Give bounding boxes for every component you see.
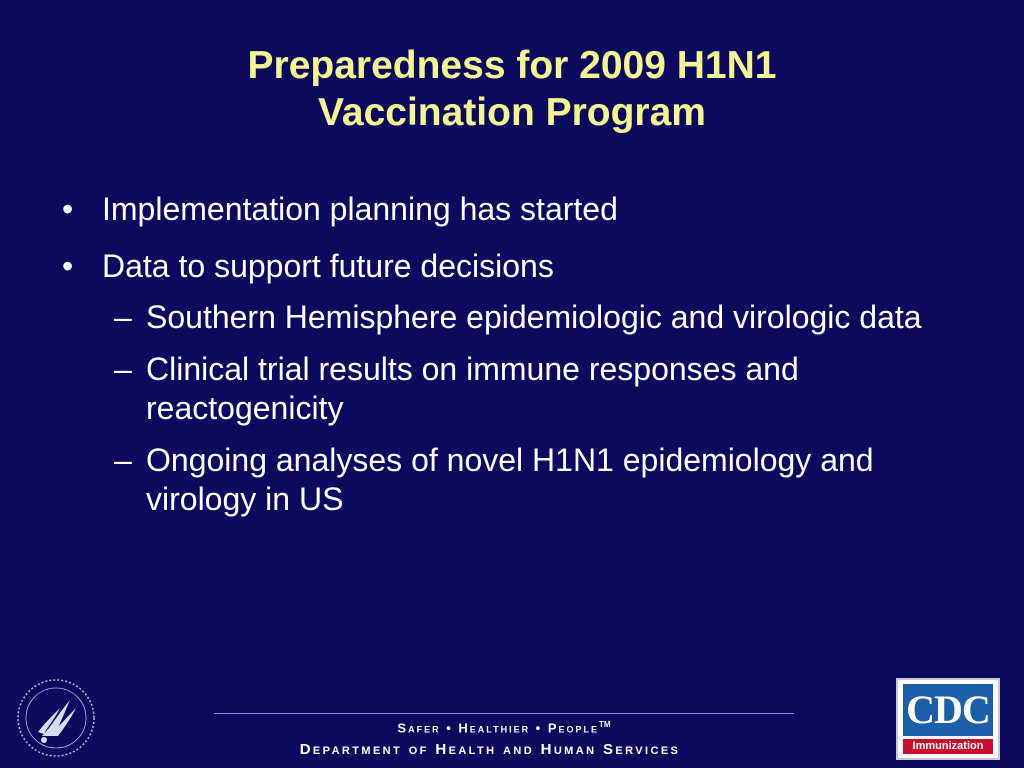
bullet-item bbox=[58, 190, 988, 229]
sub-bullet-item bbox=[58, 441, 988, 519]
bullet-list bbox=[58, 190, 988, 532]
bullet-text: Data to support future decisions bbox=[102, 248, 554, 284]
cdc-logo-text: CDC bbox=[906, 687, 990, 732]
sub-bullet-text: Ongoing analyses of novel H1N1 epidemiology and virology in US bbox=[146, 442, 874, 517]
bullet-item bbox=[58, 247, 988, 286]
cdc-logo-blue-panel bbox=[903, 684, 993, 736]
bullet-text: Implementation planning has started bbox=[102, 191, 618, 227]
sub-bullet-item bbox=[58, 298, 988, 337]
hhs-seal-icon bbox=[14, 674, 98, 762]
sub-bullet-marker: – bbox=[114, 299, 132, 335]
footer-divider bbox=[214, 713, 794, 714]
slide-title-line-2: Vaccination Program bbox=[318, 91, 706, 134]
footer-tagline-text: Safer • Healthier • People bbox=[397, 720, 600, 736]
sub-bullet-marker: – bbox=[114, 442, 132, 478]
sub-bullet-marker: – bbox=[114, 351, 132, 387]
trademark-mark: TM bbox=[599, 720, 611, 729]
bullet-marker: • bbox=[62, 248, 74, 284]
footer-department: Department of Health and Human Services bbox=[299, 741, 681, 758]
sub-bullet-text: Clinical trial results on immune responses and reactogenicity bbox=[146, 351, 799, 426]
slide-title bbox=[0, 42, 1024, 136]
footer-tagline bbox=[214, 720, 794, 735]
slide-title-line-1: Preparedness for 2009 H1N1 bbox=[247, 44, 777, 87]
sub-bullet-text: Southern Hemisphere epidemiologic and virologic data bbox=[146, 299, 922, 335]
cdc-logo bbox=[896, 678, 1000, 760]
bullet-marker: • bbox=[62, 191, 74, 227]
cdc-logo-immunization-band: Immunization bbox=[903, 739, 993, 754]
sub-bullet-item bbox=[58, 350, 988, 428]
